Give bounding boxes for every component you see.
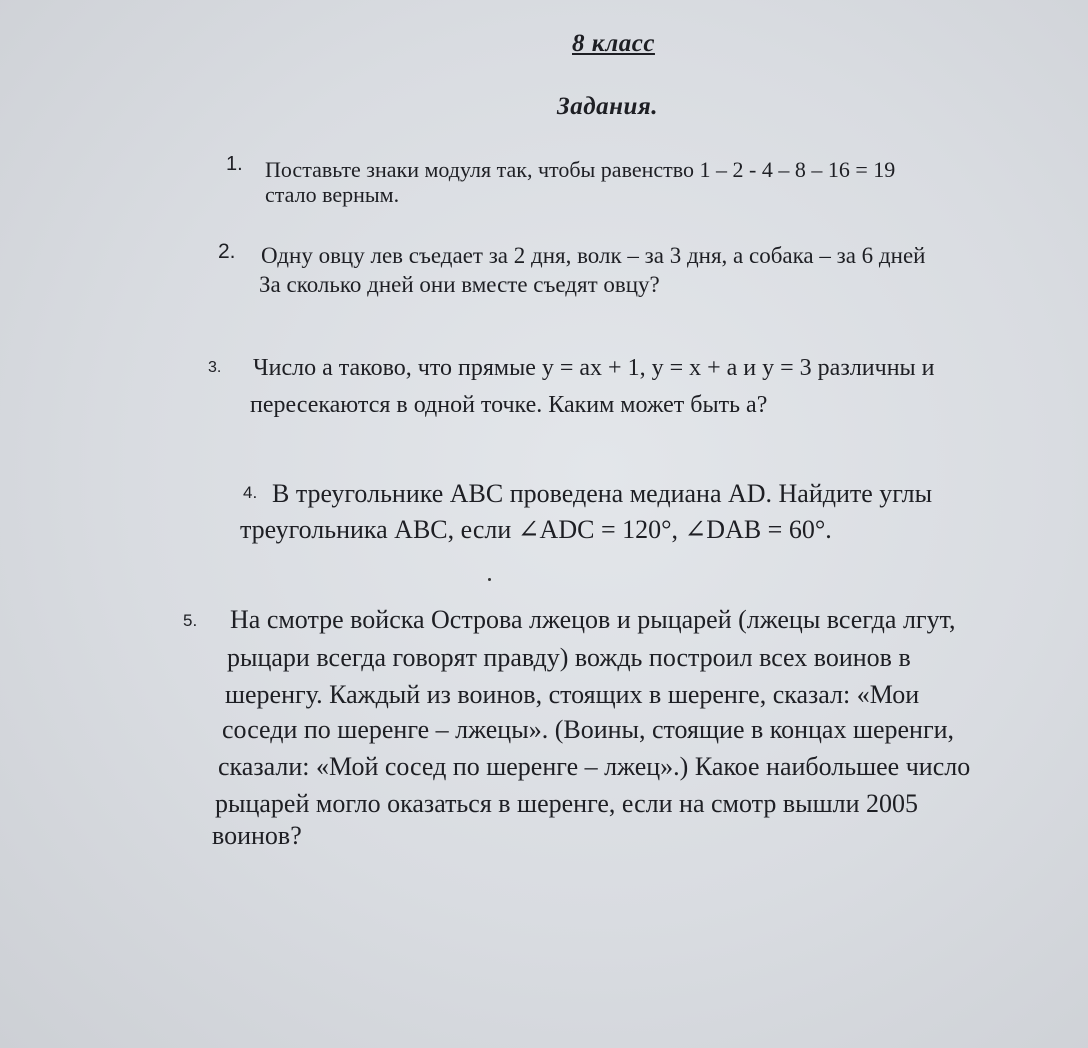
task-number: 1. xyxy=(226,153,243,175)
grade-heading: 8 класс xyxy=(572,30,655,57)
task-text-line: воинов? xyxy=(212,821,302,850)
task-number: 5. xyxy=(183,611,198,630)
task-text-line: На смотре войска Острова лжецов и рыцарей (лжецы всегда лгут, xyxy=(230,605,956,634)
task-text-line: Поставьте знаки модуля так, чтобы равенство 1 – 2 - 4 – 8 – 16 = 19 xyxy=(265,157,896,182)
task-text-line: рыцари всегда говорят правду) вождь построил всех воинов в xyxy=(227,643,911,672)
task-text-line: стало верным. xyxy=(265,182,400,207)
section-heading: Задания. xyxy=(557,93,659,120)
task-text-line: Число a таково, что прямые y = ax + 1, y = x + a и y = 3 различны и xyxy=(253,355,935,381)
task-text-line: пересекаются в одной точке. Каким может быть a? xyxy=(250,392,768,418)
task-text-line: шеренгу. Каждый из воинов, стоящих в шеренге, сказал: «Мои xyxy=(225,680,920,709)
task-number: 3. xyxy=(208,359,222,376)
task-text-line: За сколько дней они вместе съедят овцу? xyxy=(259,272,660,297)
task-text-line: рыцарей могло оказаться в шеренге, если на смотр вышли 2005 xyxy=(215,789,918,818)
task-text-line: треугольника АВС, если ∠ADC = 120°, ∠DAB = 60°. xyxy=(240,515,832,544)
task-number: 4. xyxy=(243,483,258,502)
task-text-line: соседи по шеренге – лжецы». (Воины, стоящие в концах шеренги, xyxy=(222,715,955,744)
task-text-line: В треугольнике АВС проведена медиана AD. Найдите углы xyxy=(272,479,933,508)
task-text-line: сказали: «Мой сосед по шеренге – лжец».) Какое наибольшее число xyxy=(218,752,971,781)
paper-speck xyxy=(488,578,491,581)
task-number: 2. xyxy=(218,240,236,263)
task-text-line: Одну овцу лев съедает за 2 дня, волк – за 3 дня, а собака – за 6 дней xyxy=(261,243,926,268)
